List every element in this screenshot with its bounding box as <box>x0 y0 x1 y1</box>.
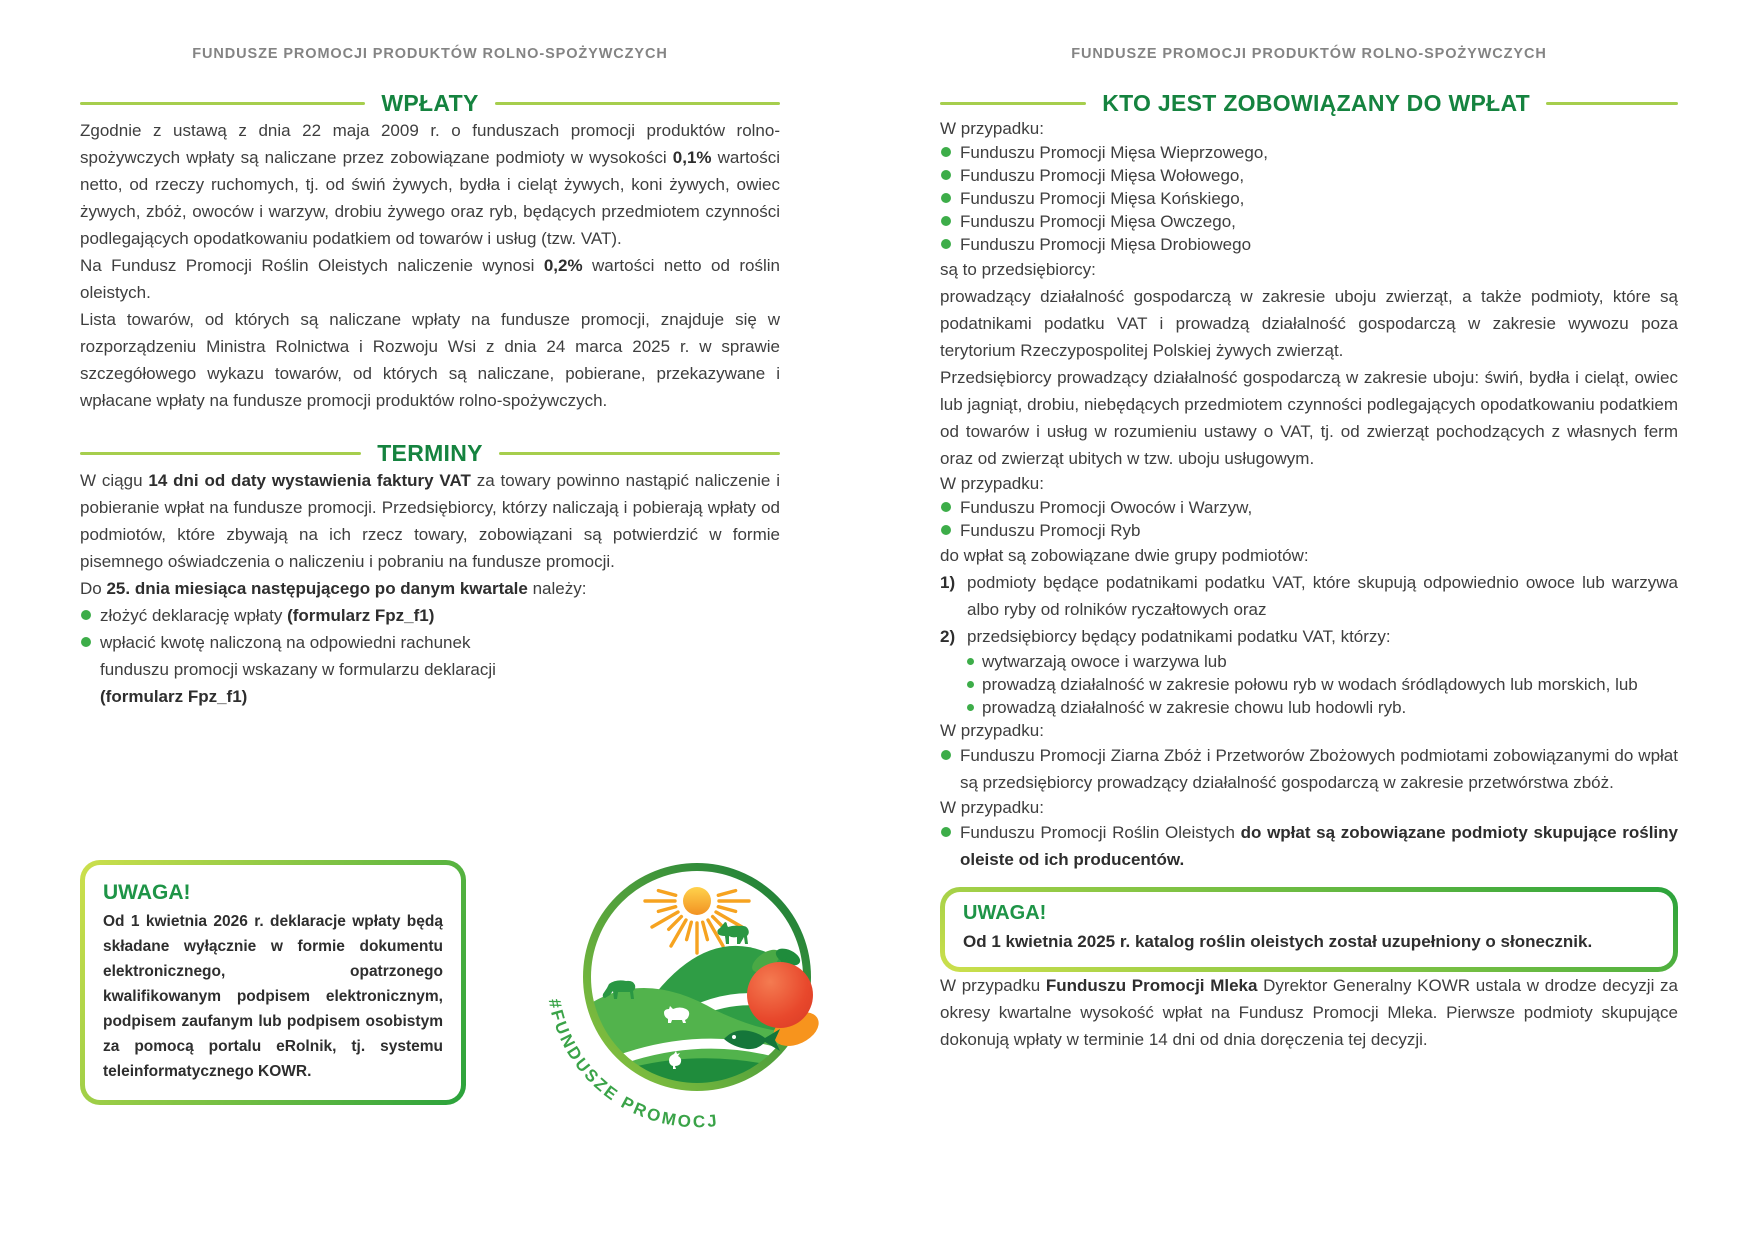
sun-icon <box>645 887 749 953</box>
bullet-icon <box>967 681 974 688</box>
list-item-text: Funduszu Promocji Mięsa Owczego, <box>960 212 1236 231</box>
logo-graphic <box>535 814 849 1139</box>
section-heading-terminy <box>80 440 780 467</box>
sub-list-item <box>940 673 1678 696</box>
apple-body <box>747 962 813 1028</box>
milk-paragraph: W przypadku Funduszu Promocji Mleka Dyrektor Generalny KOWR ustala w drodze decyzji za okresy kwartalne wysokość wpłat na Fundusz Promocji Mleka. Pierwsze podmioty skupujące dokonują wpłaty w terminie 14 dni od dnia doręczenia tej decyzji. <box>940 976 1678 1049</box>
meat-fund-list <box>940 141 1678 256</box>
entrepreneurs-paragraph-2: Przedsiębiorcy prowadzący działalność gospodarczą w zakresie uboju: świń, bydła i cieląt, owiec lub jagniąt, drobiu, niebędących przedmiotem czynności podlegających opodatkowaniu podatkiem od towarów i usług w rozumieniu ustawy o VAT, tj. od zwierząt pochodzących z własnych ferm oraz od zwierząt ubitych w tzw. uboju usługowym. <box>940 368 1678 468</box>
bullet-icon <box>941 147 951 157</box>
bullet-icon <box>941 750 951 760</box>
bullet-icon <box>941 827 951 837</box>
sub-list-item <box>940 650 1678 673</box>
list-item-text: Funduszu Promocji Mięsa Wołowego, <box>960 166 1245 185</box>
list-item-text: złożyć deklarację wpłaty (formularz Fpz_f1) <box>100 606 435 625</box>
list-item <box>940 819 1678 873</box>
sub-list-item-text: wytwarzają owoce i warzywa lub <box>982 652 1227 671</box>
heading-rule-right <box>495 102 780 105</box>
item-number: 2) <box>940 627 956 646</box>
list-item <box>80 602 780 629</box>
heading-rule-left <box>80 102 365 105</box>
deadline-intro: Do 25. dnia miesiąca następującego po danym kwartale należy: <box>80 579 587 598</box>
bullet-icon <box>81 637 91 647</box>
uwaga-box-left <box>80 860 466 1105</box>
page-right <box>940 0 1678 1053</box>
paragraph-wplaty-2: Na Fundusz Promocji Roślin Oleistych naliczenie wynosi 0,2% wartości netto od roślin oleistych. <box>80 256 780 302</box>
section-title-wplaty: WPŁATY <box>381 90 479 116</box>
uwaga-title: UWAGA! <box>103 881 191 904</box>
section-heading-kto <box>940 90 1678 117</box>
section-title-terminy: TERMINY <box>377 440 483 466</box>
numbered-item-2 <box>940 623 1678 650</box>
bullet-icon <box>941 239 951 249</box>
list-item <box>940 496 1678 519</box>
item-number: 1) <box>940 573 956 592</box>
case-label-grain: W przypadku: <box>940 721 1044 740</box>
sub-list-item-text: prowadzą działalność w zakresie chowu lub hodowli ryb. <box>982 698 1407 717</box>
bullet-icon <box>967 704 974 711</box>
heading-rule-left <box>80 452 361 455</box>
list-item-text: Funduszu Promocji Owoców i Warzyw, <box>960 498 1253 517</box>
entrepreneurs-paragraph-1: prowadzący działalność gospodarczą w zakresie uboju zwierząt, a także podmioty, które są podatnikami podatku VAT i prowadzą działalność gospodarczą w zakresie wywozu poza terytorium Rzeczypospolitej Polskiej żywych zwierząt. <box>940 287 1678 360</box>
sun-core <box>683 887 711 915</box>
case-label-fruit-fish: W przypadku: <box>940 474 1044 493</box>
list-item <box>940 210 1678 233</box>
section-title-kto: KTO JEST ZOBOWIĄZANY DO WPŁAT <box>1102 90 1530 116</box>
list-item-text: Funduszu Promocji Ryb <box>960 521 1141 540</box>
sub-list-item-text: prowadzą działalność w zakresie połowu ryb w wodach śródlądowych lub morskich, lub <box>982 675 1638 694</box>
list-item-continuation: (formularz Fpz_f1) <box>100 687 248 706</box>
section-heading-wplaty <box>80 90 780 117</box>
list-item-continuation: funduszu promocji wskazany w formularzu deklaracji <box>100 660 496 679</box>
list-item <box>80 629 780 656</box>
bullet-icon <box>81 610 91 620</box>
list-item-text: Funduszu Promocji Mięsa Końskiego, <box>960 189 1245 208</box>
list-item <box>940 742 1678 796</box>
numbered-item-text: podmioty będące podatnikami podatku VAT, które skupują odpowiednio owoce lub warzywa albo ryby od rolników ryczałtowych oraz <box>967 573 1678 619</box>
heading-rule-right <box>499 452 780 455</box>
heading-rule-right <box>1546 102 1678 105</box>
list-item-text: Funduszu Promocji Mięsa Drobiowego <box>960 235 1252 254</box>
paragraph-terminy: W ciągu 14 dni od daty wystawienia faktury VAT za towary powinno nastąpić naliczenie i pobieranie wpłat na fundusze promocji. Przedsiębiorcy, którzy naliczają i pobierają wpłaty od podmiotów, które zbywają na ich rzecz towary, zobowiązani są potwierdzić w formie pisemnego oświadczenia o naliczeniu i pobraniu na fundusze promocji. <box>80 471 781 571</box>
numbered-item-1 <box>940 569 1678 623</box>
bullet-icon <box>941 193 951 203</box>
bullet-icon <box>941 502 951 512</box>
numbered-item-text: przedsiębiorcy będący podatnikami podatku VAT, którzy: <box>967 627 1391 646</box>
bullet-icon <box>941 216 951 226</box>
bullet-icon <box>941 525 951 535</box>
bullet-icon <box>941 170 951 180</box>
logo-hashtag-text: #FUNDUSZE PROMOCJI <box>535 814 721 1132</box>
entrepreneurs-label: są to przedsiębiorcy: <box>940 260 1096 279</box>
list-item <box>940 164 1678 187</box>
list-item-text: Funduszu Promocji Roślin Oleistych do wpłat są zobowiązane podmioty skupujące rośliny oleiste od ich producentów. <box>960 823 1678 869</box>
list-item-text: Funduszu Promocji Ziarna Zbóż i Przetworów Zbożowych podmiotami zobowiązanymi do wpłat są przedsiębiorcy prowadzący działalność gospodarczą w zakresie przetwórstwa zbóż. <box>960 746 1678 792</box>
list-item-text: wpłacić kwotę naliczoną na odpowiedni rachunek <box>100 633 471 652</box>
page-left <box>80 0 781 1132</box>
uwaga-title: UWAGA! <box>963 902 1047 924</box>
list-item <box>940 187 1678 210</box>
list-item <box>940 519 1678 542</box>
heading-rule-left <box>940 102 1086 105</box>
list-item-text: Funduszu Promocji Mięsa Wieprzowego, <box>960 143 1269 162</box>
page-header-right: FUNDUSZE PROMOCJI PRODUKTÓW ROLNO-SPOŻYWCZYCH <box>1071 46 1547 62</box>
page-header-left: FUNDUSZE PROMOCJI PRODUKTÓW ROLNO-SPOŻYWCZYCH <box>192 46 668 62</box>
sub-list-item <box>940 696 1678 719</box>
case-label-meat: W przypadku: <box>940 119 1044 138</box>
paragraph-wplaty-3: Lista towarów, od których są naliczane wpłaty na fundusze promocji, znajduje się w rozporządzeniu Ministra Rolnictwa i Rozwoju Wsi z dnia 24 marca 2025 r. w sprawie szczegółowego wykazu towarów, od których są naliczane, pobierane, przekazywane i wpłacane wpłaty na fundusze promocji produktów rolno-spożywczych. <box>80 310 780 410</box>
uwaga-box-right <box>940 887 1678 972</box>
uwaga-text: Od 1 kwietnia 2026 r. deklaracje wpłaty będą składane wyłącznie w formie dokumentu elektronicznego, opatrzonego kwalifikowanym podpisem elektronicznym, podpisem zaufanym lub podpisem osobistym za pomocą portalu eRolnik, tj. systemu teleinformatycznego KOWR. <box>103 913 443 1080</box>
groups-intro: do wpłat są zobowiązane dwie grupy podmiotów: <box>940 546 1309 565</box>
uwaga-text: Od 1 kwietnia 2025 r. katalog roślin oleistych został uzupełniony o słonecznik. <box>963 932 1593 951</box>
bullet-icon <box>967 658 974 665</box>
fundusze-promocji-logo <box>535 814 849 1139</box>
case-label-oil: W przypadku: <box>940 798 1044 817</box>
paragraph-wplaty-1: Zgodnie z ustawą z dnia 22 maja 2009 r. o funduszach promocji produktów rolno-spożywczych wpłaty są naliczane przez zobowiązane podmioty w wysokości 0,1% wartości netto, od rzeczy ruchomych, tj. od świń żywych, bydła i cieląt żywych, koni żywych, owiec żywych, zbóż, owoców i warzyw, drobiu żywego oraz ryb, będących przedmiotem czynności podlegających opodatkowaniu podatkiem od towarów i usług (tzw. VAT). <box>80 121 780 248</box>
list-item <box>940 141 1678 164</box>
list-item <box>940 233 1678 256</box>
